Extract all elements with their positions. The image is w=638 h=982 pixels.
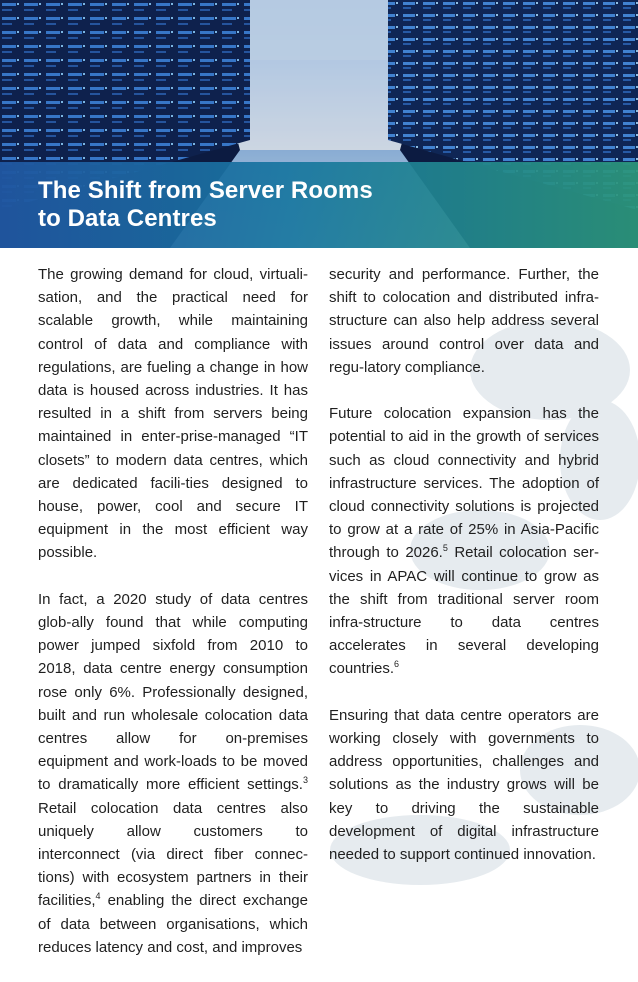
paragraph-study-text-a: In fact, a 2020 study of data centres glob-ally found that while computing power jumped sixfold from 2010 to 2018, data centre energy consumption rose only 6%. Professionally designed, built and run wholesale colocation data centres allow for on-premises equipment and work-loads to be moved to dramatically more efficient settings. bbox=[38, 590, 308, 794]
body-column-left bbox=[38, 263, 308, 982]
footnote-ref-6: 6 bbox=[394, 659, 400, 670]
paragraph-security: security and performance. Further, the shift to colocation and distributed infra-structure can also help address several issues around control over data and regu-latory compliance. bbox=[329, 266, 599, 376]
paragraph-demand: The growing demand for cloud, virtuali-sation, and the practical need for scalable growth, while maintaining control of data and compliance with regulations, are fueling a change in how data is housed across industries. It has resulted in a shift from servers being maintained in enter-prise-managed “IT closets” to modern data centres, which are dedicated facili-ties designed to house, power, cool and secure IT equipment in the most efficient way possible. bbox=[38, 266, 308, 562]
page-title bbox=[38, 177, 373, 233]
hero-banner bbox=[0, 0, 638, 248]
paragraph-study-text-b: Retail colocation data centres also uniquely allow customers to interconnect (via direct fiber connec-tions) with ecosystem partners in their facilities, bbox=[38, 799, 308, 910]
paragraph-study-text-c: enabling the direct exchange of data between organisations, which reduces latency and cost, and improves bbox=[38, 892, 308, 956]
body-column-right bbox=[329, 263, 599, 889]
page-title-line-2: to Data Centres bbox=[38, 205, 217, 232]
footnote-ref-4: 4 bbox=[95, 891, 101, 902]
paragraph-ensuring: Ensuring that data centre operators are working closely with governments to address opportunities, challenges and solutions as the industry grows will be key to driving the sustainable development of digital infrastructure needed to support continued innovation. bbox=[329, 706, 599, 864]
paragraph-future-text-a: Future colocation expansion has the potential to aid in the growth of services such as cloud connectivity and hybrid infrastructure services. The adoption of cloud connectivity solutions is projected to grow at a rate of 25% in Asia-Pacific through to 2026. bbox=[329, 405, 599, 562]
page-title-line-1: The Shift from Server Rooms bbox=[38, 177, 373, 204]
footnote-ref-5: 5 bbox=[442, 543, 448, 554]
paragraph-future-text-b: Retail colocation ser-vices in APAC will continue to grow as the shift from traditional server room infra-structure to data centres accelerates in several developing countries. bbox=[329, 544, 599, 678]
footnote-ref-3: 3 bbox=[302, 775, 308, 786]
paragraph-future bbox=[329, 402, 599, 680]
paragraph-study bbox=[38, 588, 308, 959]
